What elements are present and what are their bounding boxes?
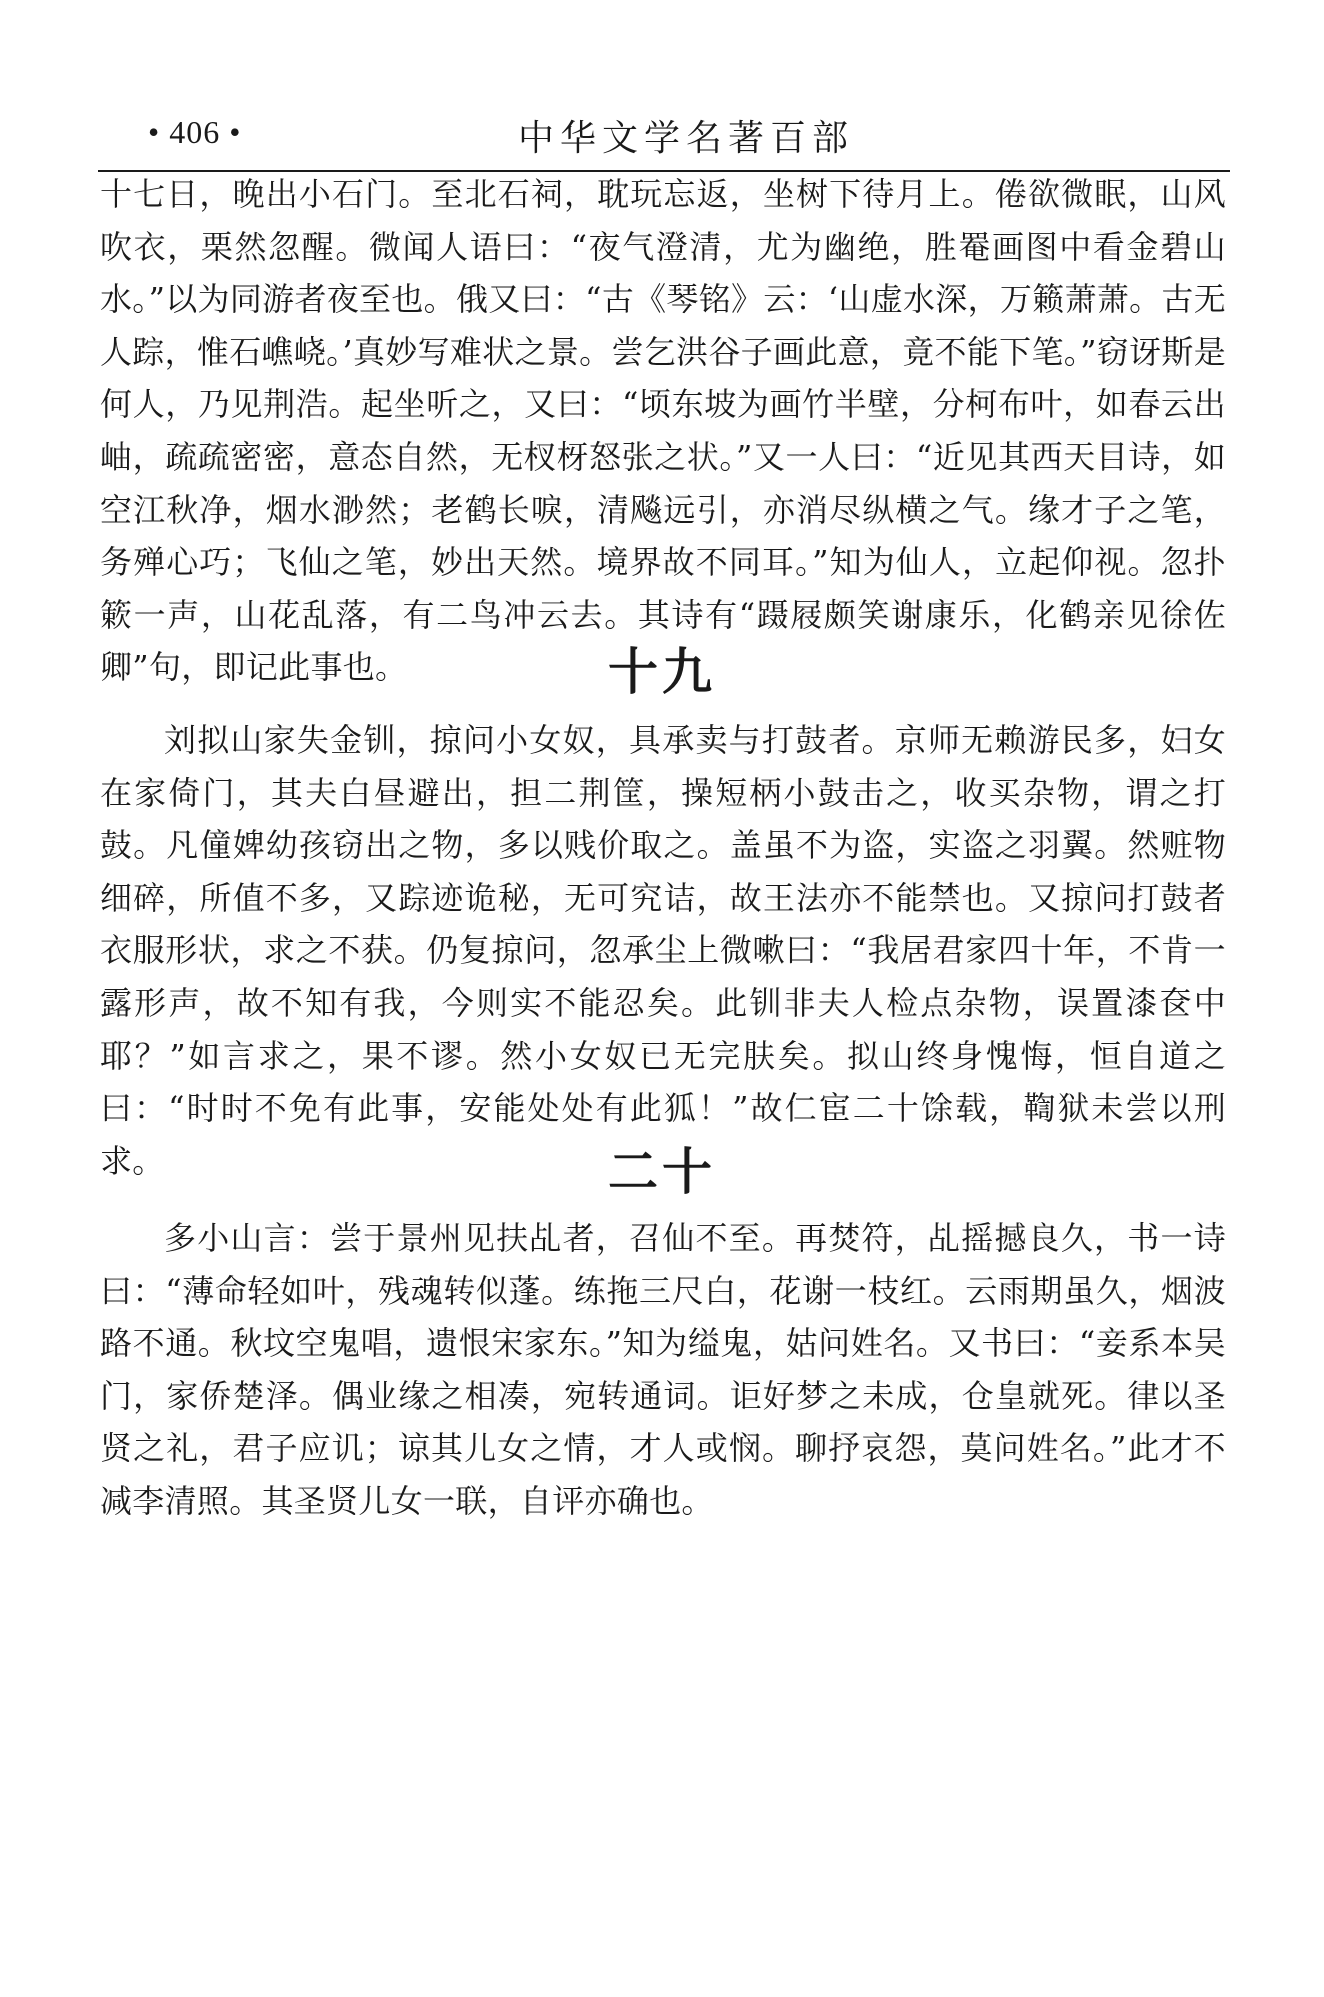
section-heading-19: 十九 <box>608 643 716 701</box>
paragraph-section-20: 多小山言：尝于景州见扶乩者，召仙不至。再焚符，乩摇撼良久，书一诗曰：“薄命轻如叶，残魂转似蓬。练拖三尺白，花谢一枝红。云雨期虽久，烟波路不通。秋坟空鬼唱，遗恨宋家东。”知为缢鬼，姑问姓名。又书曰：“妾系本吴门，家侨楚泽。偶业缘之相凑，宛转通词。讵好梦之未成，仓皇就死。律以圣贤之礼，君子应讥；谅其儿女之情，才人或悯。聊抒哀怨，莫问姓名。”此才不减李清照。其圣贤儿女一联，自评亦确也。 <box>100 1219 1226 1520</box>
page-header <box>98 108 1228 168</box>
section-heading-20: 二十 <box>608 1143 716 1201</box>
paragraph-seventeenth-day: 十七日，晚出小石门。至北石祠，耽玩忘返，坐树下待月上。倦欲微眠，山风吹衣，栗然忽醒。微闻人语曰：“夜气澄清，尤为幽绝，胜罨画图中看金碧山水。”以为同游者夜至也。俄又曰：“古《琴铭》云：‘山虚水深，万籁萧萧。古无人踪，惟石嶕峣。’真妙写难状之景。尝乞洪谷子画此意，竟不能下笔。”窃讶斯是何人，乃见荆浩。起坐听之，又曰：“顷东坡为画竹半壁，分柯布叶，如春云出岫，疏疏密密，意态自然，无杈枒怒张之状。”又一人曰：“近见其西天目诗，如空江秋净，烟水渺然；老鹤长唳，清飚远引，亦消尽纵横之气。缘才子之笔，务殚心巧；飞仙之笔，妙出天然。境界故不同耳。”知为仙人，立起仰视。忽扑簌一声，山花乱落，有二鸟冲云去。其诗有“蹑屐颇笑谢康乐，化鹤亲见徐佐卿”句，即记此事也。 <box>100 175 1226 687</box>
paragraph-section-19: 刘拟山家失金钏，掠问小女奴，具承卖与打鼓者。京师无赖游民多，妇女在家倚门，其夫白昼避出，担二荆筐，操短柄小鼓击之，收买杂物，谓之打鼓。凡僮婢幼孩窃出之物，多以贱价取之。盖虽不为盗，实盗之羽翼。然赃物细碎，所值不多，又踪迹诡秘，无可究诘，故王法亦不能禁也。又掠问打鼓者衣服形状，求之不获。仍复掠问，忽承尘上微嗽曰：“我居君家四十年，不肯一露形声，故不知有我，今则实不能忍矣。此钏非夫人检点杂物，误置漆奁中耶？”如言求之，果不谬。然小女奴已无完肤矣。拟山终身愧悔，恒自道之曰：“时时不免有此事，安能处处有此狐！”故仁宦二十馀载，鞫狱未尝以刑求。 <box>100 721 1226 1180</box>
book-title: 中华文学名著百部 <box>518 118 855 159</box>
page-number: • 406 • <box>148 114 242 150</box>
